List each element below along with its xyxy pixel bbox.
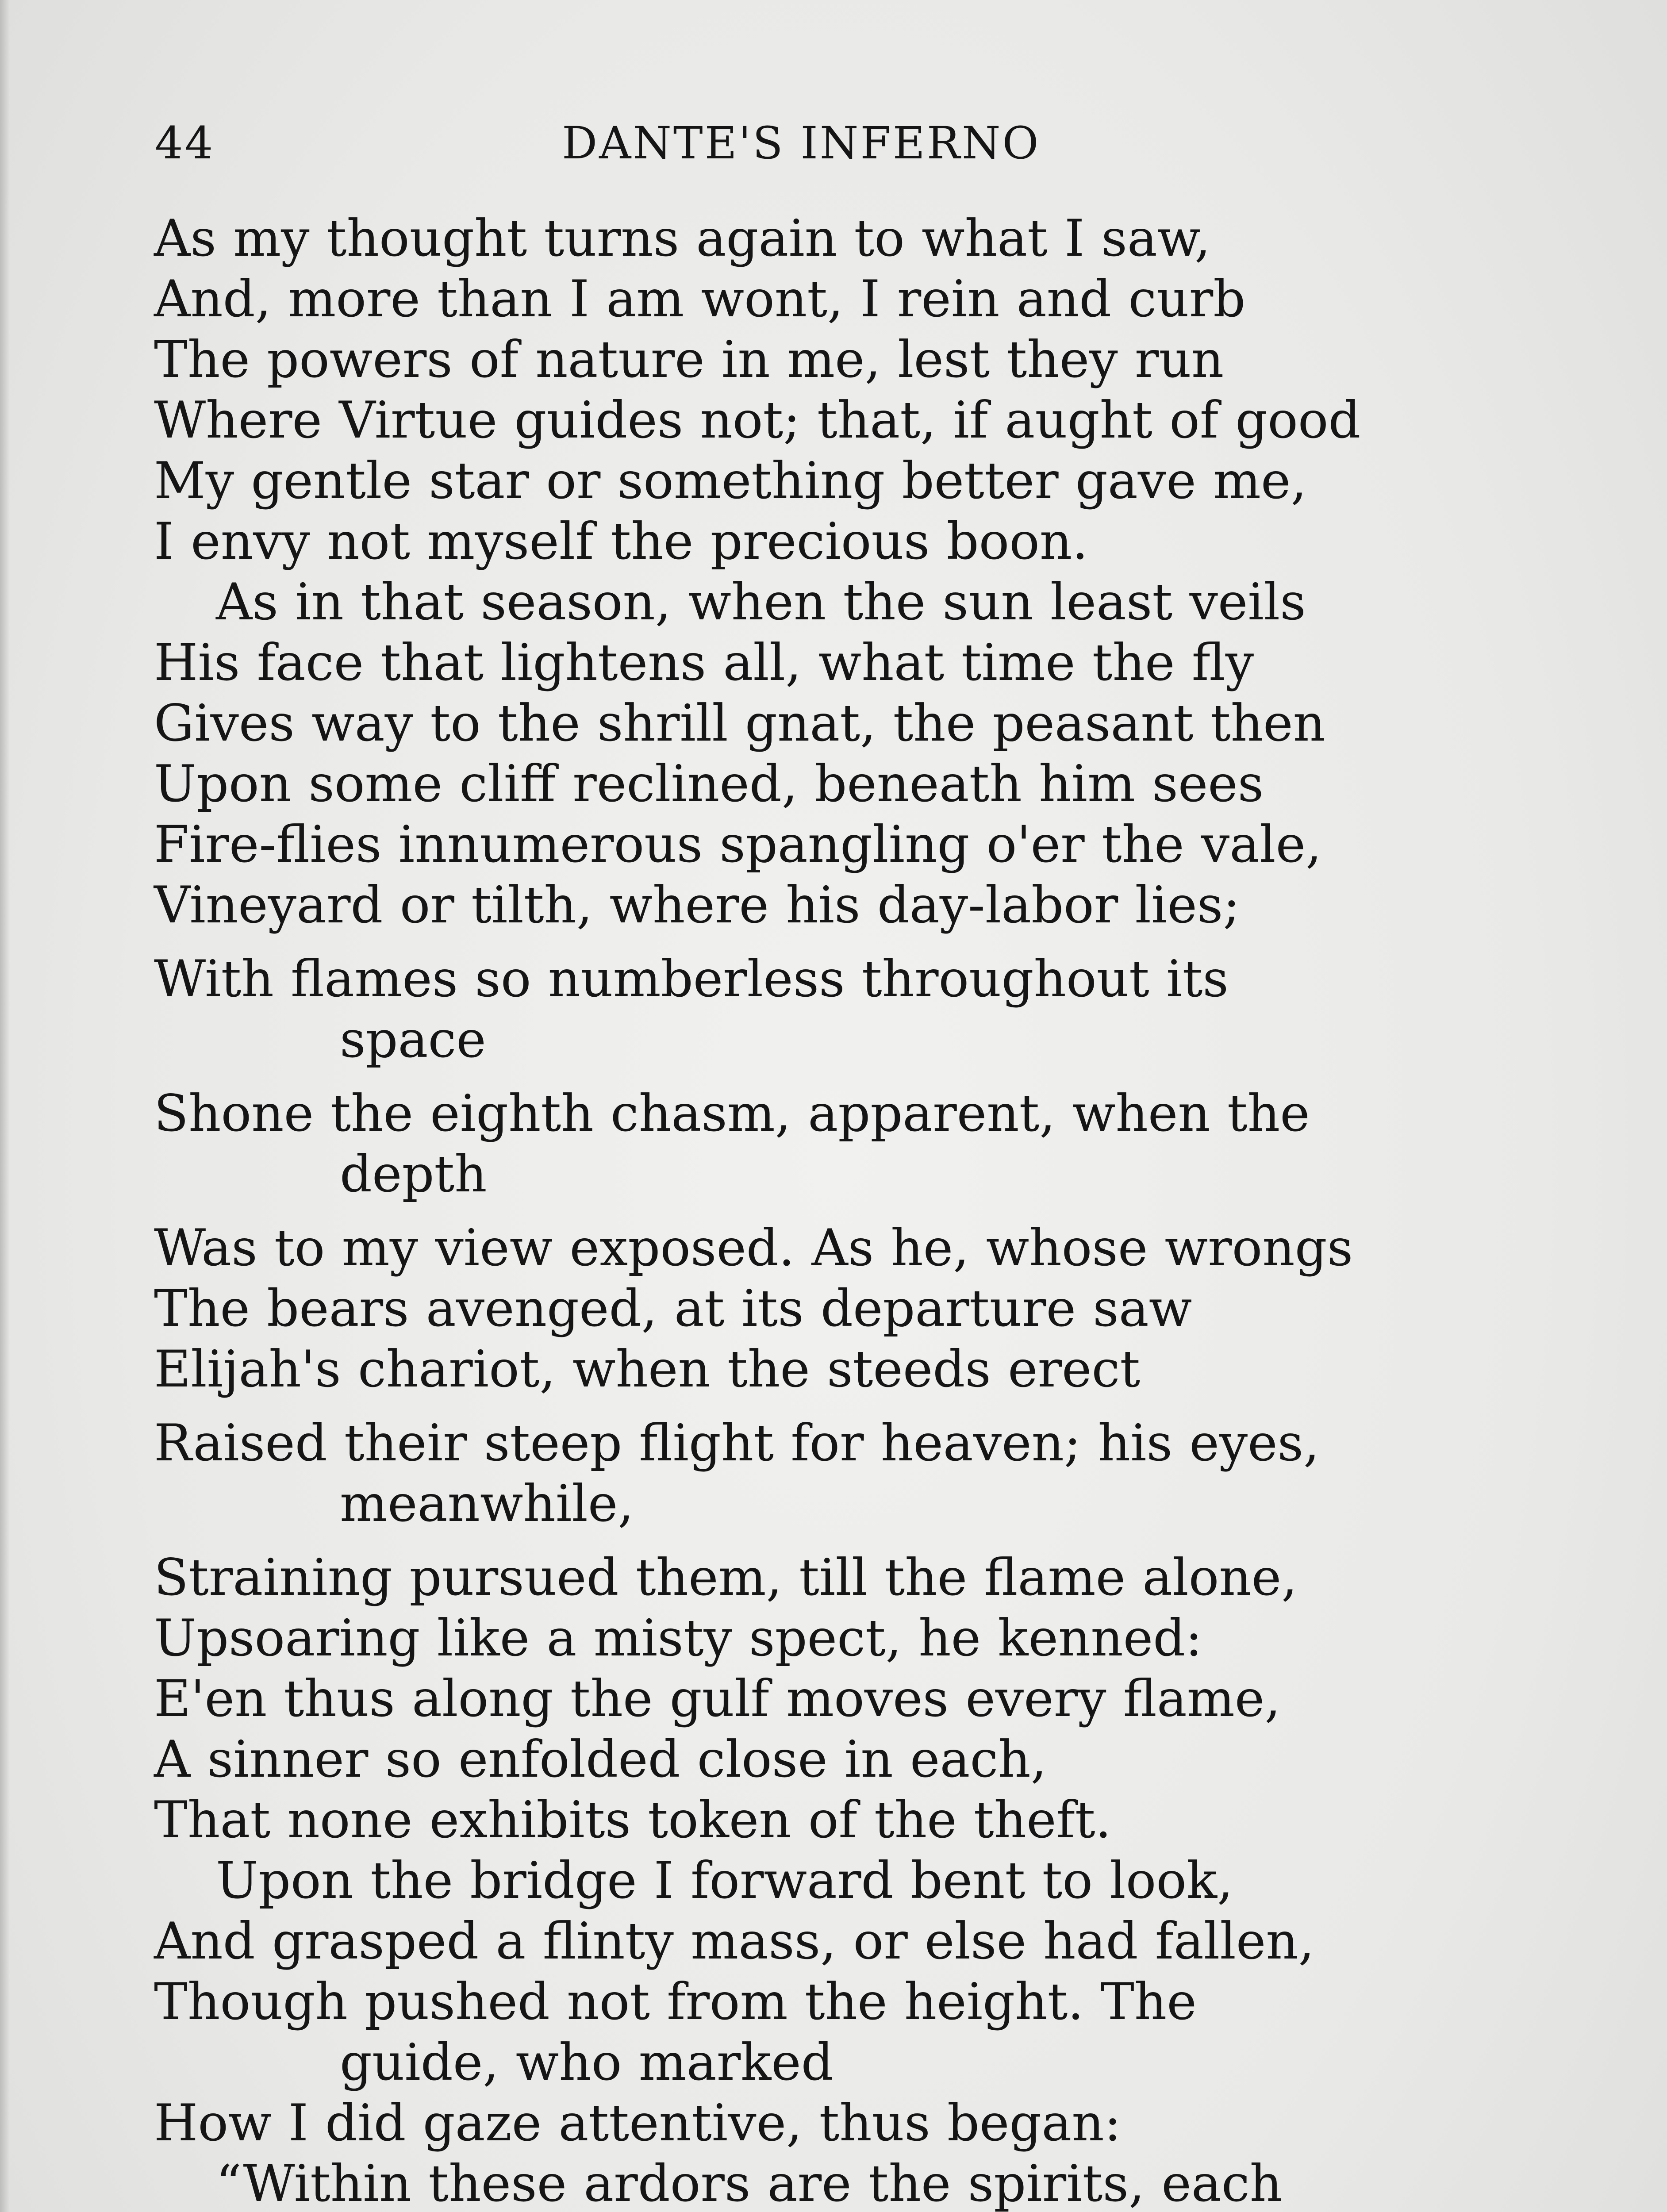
poem-line: With flames so numberless throughout its — [154, 949, 1229, 1008]
poem-line: A sinner so enfolded close in each, — [154, 1730, 1047, 1789]
poem-line: As in that season, when the sun least veils — [216, 572, 1306, 631]
poem-line-continuation: guide, who marked — [340, 2033, 834, 2092]
poem-line-continuation: depth — [340, 1144, 487, 1203]
poem-text — [154, 208, 1561, 2212]
page-binding-shadow — [0, 0, 10, 2212]
poem-line: Upon the bridge I forward bent to look, — [216, 1851, 1233, 1910]
poem-line: Vineyard or tilth, where his day-labor lies; — [154, 876, 1240, 934]
poem-line: And grasped a flinty mass, or else had fallen, — [154, 1912, 1314, 1970]
poem-line: His face that lightens all, what time the fly — [154, 633, 1254, 692]
poem-line-continuation: meanwhile, — [340, 1474, 634, 1533]
poem-line: Shone the eighth chasm, apparent, when the — [154, 1084, 1310, 1143]
poem-line: Straining pursued them, till the flame alone, — [154, 1548, 1298, 1607]
page-header — [155, 117, 1159, 184]
poem-line: Raised their steep flight for heaven; his eyes, — [154, 1413, 1320, 1472]
page-number: 44 — [155, 117, 215, 169]
poem-line: How I did gaze attentive, thus began: — [154, 2093, 1122, 2152]
poem-line: Upsoaring like a misty spect, he kenned: — [154, 1609, 1202, 1667]
poem-line: “Within these ardors are the spirits, each — [216, 2154, 1283, 2212]
poem-line: That none exhibits token of the theft. — [154, 1790, 1111, 1849]
poem-line: And, more than I am wont, I rein and curb — [154, 269, 1246, 328]
poem-line: My gentle star or something better gave me, — [154, 451, 1307, 510]
poem-line: Elijah's chariot, when the steeds erect — [154, 1340, 1141, 1398]
poem-line: Where Virtue guides not; that, if aught of good — [154, 391, 1361, 449]
running-head: DANTE'S INFERNO — [562, 117, 1041, 169]
poem-line: Though pushed not from the height. The — [154, 1972, 1197, 2031]
poem-line: I envy not myself the precious boon. — [154, 512, 1088, 571]
poem-line: Gives way to the shrill gnat, the peasant then — [154, 694, 1326, 753]
poem-line: E'en thus along the gulf moves every flame, — [154, 1669, 1281, 1728]
poem-line: Upon some cliff reclined, beneath him sees — [154, 754, 1264, 813]
poem-line: As my thought turns again to what I saw, — [154, 209, 1211, 268]
poem-line: Was to my view exposed. As he, whose wrongs — [154, 1218, 1353, 1277]
poem-line: The powers of nature in me, lest they run — [154, 330, 1224, 389]
poem-line-continuation: space — [340, 1010, 486, 1069]
poem-line: Fire-flies innumerous spangling o'er the vale, — [154, 815, 1322, 874]
poem-line: The bears avenged, at its departure saw — [154, 1279, 1192, 1338]
